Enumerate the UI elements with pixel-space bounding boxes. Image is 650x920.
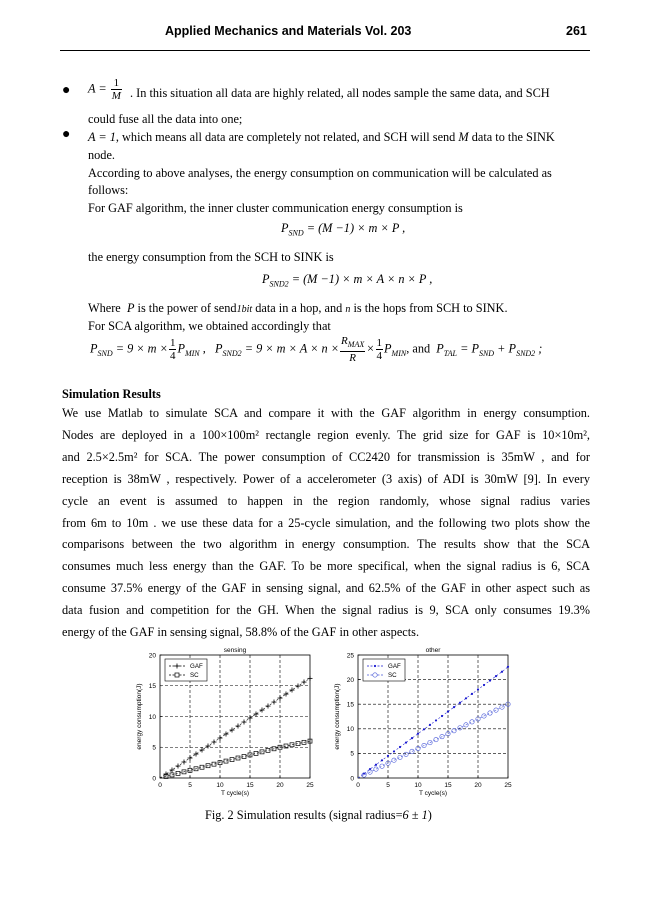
data-point (381, 759, 383, 761)
y-tick-label: 15 (148, 683, 156, 691)
equation-2: $P_{SND2} = (M -1) \times m \times A \times n \times P$ , (262, 272, 433, 289)
para-where: Where P is the power of send1bit data in a hop, and n is the hops from SCH to SINK. (88, 301, 508, 315)
data-point (459, 702, 461, 704)
data-point (429, 724, 431, 726)
running-header: Applied Mechanics and Materials Vol. 203 (165, 24, 412, 38)
bullet-1-math: A = $\frac{1}{M}$ (88, 77, 121, 102)
data-point (242, 720, 247, 725)
data-point (176, 764, 181, 769)
y-tick-label: 0 (152, 775, 156, 783)
data-point (380, 764, 384, 768)
data-point (206, 744, 211, 749)
data-point (447, 710, 449, 712)
bullet-2-text-cont: node. (88, 148, 115, 162)
body-line: energy of the GAF in sensing signal, 58.8% of the GAF in other aspects. (62, 625, 420, 640)
data-point (405, 741, 407, 743)
x-tick-label: 10 (216, 782, 224, 789)
chart-other (334, 647, 512, 797)
y-tick-label: 10 (346, 726, 354, 734)
data-point (483, 684, 485, 686)
data-point (411, 737, 413, 739)
data-point (417, 733, 419, 735)
series-line-sc (160, 741, 310, 778)
legend-marker (175, 673, 179, 677)
data-point (176, 771, 180, 775)
y-tick-label: 25 (346, 652, 354, 660)
x-tick-label: 25 (504, 782, 512, 789)
data-point (236, 724, 241, 729)
data-point (218, 736, 223, 741)
data-point (290, 688, 295, 693)
para-analysis-1b: follows: (88, 183, 129, 197)
data-point (434, 737, 438, 741)
data-point (398, 755, 402, 759)
y-tick-label: 5 (152, 744, 156, 752)
data-point (212, 740, 217, 745)
data-point (266, 704, 271, 709)
y-tick-label: 5 (350, 750, 354, 758)
chart-title: other (425, 647, 441, 654)
legend-marker (374, 665, 376, 667)
para-sch-sink: the energy consumption from the SCH to SINK is (88, 250, 334, 264)
page-number: 261 (566, 24, 587, 38)
x-tick-label: 0 (158, 782, 162, 789)
data-point (399, 746, 401, 748)
header-rule (60, 50, 590, 51)
bullet-2-text-b: data to the SINK (471, 130, 555, 144)
bullet-2-text-a: , which means all data are completely not related, and SCH will send (115, 130, 456, 144)
data-point (465, 697, 467, 699)
data-point (182, 760, 187, 765)
data-point (470, 720, 474, 724)
x-tick-label: 20 (474, 782, 482, 789)
data-point (308, 676, 313, 681)
y-tick-label: 10 (148, 713, 156, 721)
data-point (453, 706, 455, 708)
bullet-2-line (88, 128, 555, 146)
y-tick-label: 15 (346, 701, 354, 709)
data-point (224, 732, 229, 737)
data-point (423, 728, 425, 730)
y-tick-label: 0 (350, 775, 354, 783)
data-point (242, 754, 246, 758)
data-point (170, 768, 175, 773)
bullet-1-text: . In this situation all data are highly related, all nodes sample the same data, and SCH (130, 86, 550, 100)
y-tick-label: 20 (148, 652, 156, 660)
data-point (375, 764, 377, 766)
data-point (393, 750, 395, 752)
body-line: cycle an event is assumed to happen in the region randomly, whose signal radius varies (62, 493, 590, 508)
x-tick-label: 15 (246, 782, 254, 789)
equation-3: $P_{SND} = 9 \times m$ × $\frac{1}{4}$ $P_{MIN}$ , $P_{SND2} = 9 \times m \times A \times n$ × $\frac{R_{MAX}}{R}$ × $\frac{1}{4}$ $P_{MIN}$, and $P_{TAL} = P_{SND} + P_{SND2}$ ; (90, 335, 543, 365)
data-point (489, 679, 491, 681)
legend-label: GAF (388, 663, 401, 671)
body-line: data fusion and competition for the GH. When the signal radius is 9, SCA only consumes 19.3% (62, 603, 590, 618)
equation-1: $P_{SND} = (M -1) \times m \times P$ , (281, 221, 406, 238)
data-point (200, 748, 205, 753)
data-point (188, 756, 193, 761)
data-point (387, 755, 389, 757)
series-line-gaf (358, 667, 508, 778)
series-line-sc (358, 704, 508, 778)
data-point (200, 765, 204, 769)
bullet-1-text-cont: could fuse all the data into one; (88, 112, 243, 126)
data-point (272, 700, 277, 705)
data-point (488, 711, 492, 715)
data-point (471, 693, 473, 695)
chart-title: sensing (223, 647, 247, 654)
y-axis-label: energy consumption(J) (334, 683, 341, 750)
para-gaf-intro: For GAF algorithm, the inner cluster communication energy consumption is (88, 201, 463, 215)
body-line: and 2.5×2.5m² for SCA. The power consumption of CC2420 for transmission is 35mW , and for (62, 449, 590, 464)
data-point (284, 692, 289, 697)
para-analysis-1: According to above analyses, the energy consumption on communication will be calculated as (88, 166, 552, 180)
body-line: We use Matlab to simulate SCA and compare it with the GAF algorithm in energy consumption. (62, 406, 590, 420)
data-point (254, 712, 259, 717)
data-point (501, 671, 503, 673)
figure-caption: Fig. 2 Simulation results (signal radius=6 ± 1) (205, 808, 432, 822)
data-point (296, 684, 301, 689)
data-point (260, 708, 265, 713)
chart-sensing (136, 647, 314, 797)
legend-label: GAF (190, 663, 203, 671)
data-point (194, 752, 199, 757)
x-tick-label: 25 (306, 782, 314, 789)
data-point (477, 688, 479, 690)
para-sca-intro: For SCA algorithm, we obtained accordingly that (88, 319, 331, 333)
body-line: consumes much less energy than the GAF. To be more specifical, when the signal radius is 6, SCA (62, 559, 590, 574)
data-point (254, 751, 258, 755)
x-tick-label: 20 (276, 782, 284, 789)
data-point (302, 680, 307, 685)
x-axis-label: T cycle(s) (418, 790, 448, 797)
y-axis-label: energy consumption(J) (136, 683, 143, 750)
data-point (495, 675, 497, 677)
body-line: Nodes are deployed in a 100×100m² rectangle region evenly. The grid size for GAF is 10×10m², (62, 427, 590, 442)
x-tick-label: 5 (188, 782, 192, 789)
body-line: comparisons between the two algorithm in energy consumption. The results show that the SCA (62, 537, 590, 552)
y-tick-label: 20 (346, 676, 354, 684)
x-tick-label: 10 (414, 782, 422, 789)
data-point (507, 666, 509, 668)
data-point (230, 728, 235, 733)
section-body (62, 403, 590, 644)
data-point (212, 762, 216, 766)
data-point (452, 729, 456, 733)
legend-marker (373, 673, 377, 677)
section-title: Simulation Results (62, 387, 161, 401)
data-point (441, 715, 443, 717)
bullet-2-math: A = 1 (88, 130, 116, 144)
body-line: consume 37.5% energy of the GAF in sensing signal, and 62.5% of the GAF in other aspect such as (62, 581, 590, 596)
bullet-2-math-m: M (458, 130, 469, 144)
data-point (435, 719, 437, 721)
x-tick-label: 5 (386, 782, 390, 789)
body-line: reception is 38mW , respectively. Power of a accelerometer (3 axis) of ADI is 30mW [9]. In every (62, 471, 590, 486)
data-point (278, 696, 283, 701)
data-point (266, 748, 270, 752)
x-axis-label: T cycle(s) (220, 790, 250, 797)
legend-label: SC (190, 672, 199, 680)
body-line: from 6m to 10m . we use these data for a 25-cycle simulation, and the following two plots show the (62, 515, 590, 530)
bullet-dot: ● (62, 83, 71, 98)
data-point (230, 758, 234, 762)
x-tick-label: 15 (444, 782, 452, 789)
figure-2-charts (130, 640, 520, 810)
x-tick-label: 0 (356, 782, 360, 789)
legend-label: SC (388, 672, 397, 680)
bullet-dot: ● (62, 127, 71, 142)
series-line-gaf (160, 678, 310, 778)
